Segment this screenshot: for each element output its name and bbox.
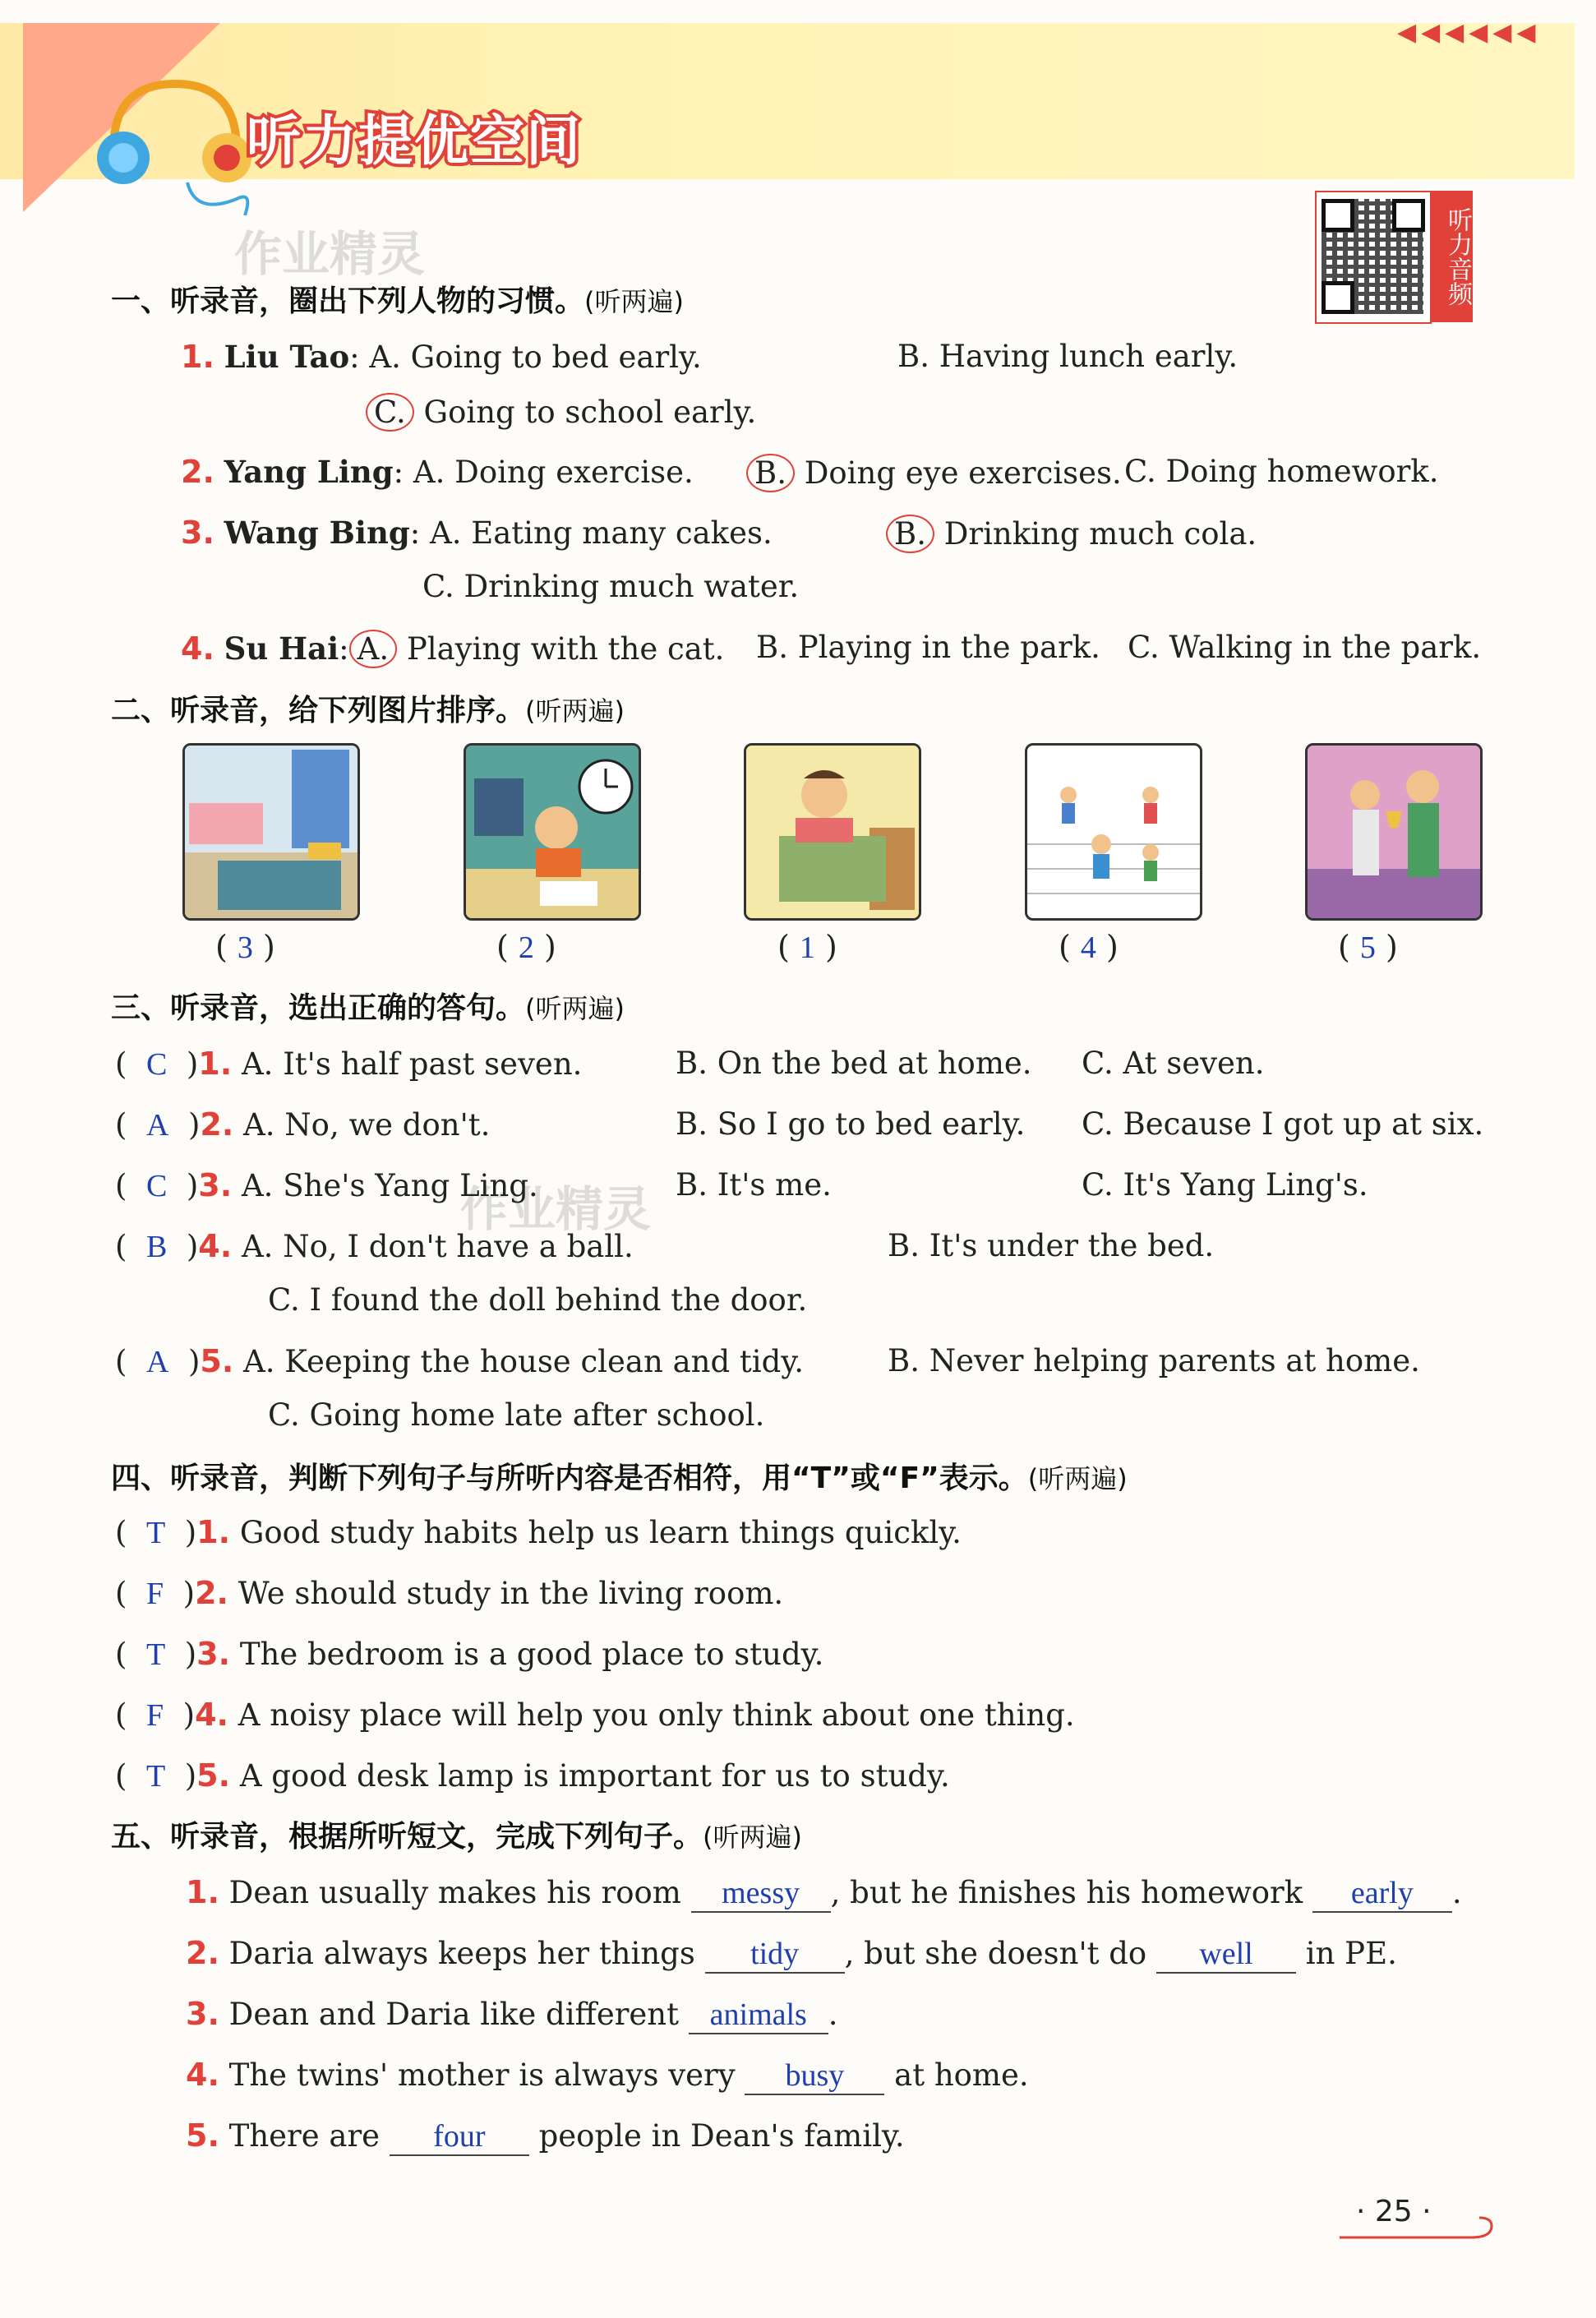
section-1-title: 一、听录音，圈出下列人物的习惯。(听两遍) xyxy=(111,284,684,318)
s1-item-4-c: C. Walking in the park. xyxy=(1128,630,1482,665)
picture-5-answer: ( 5 ) xyxy=(1338,929,1398,965)
children-running-race-picture xyxy=(1025,743,1202,921)
blank-answer[interactable]: tidy xyxy=(705,1936,845,1974)
picture-4-answer: ( 4 ) xyxy=(1059,929,1119,965)
s3-item-5-c: C. Going home late after school. xyxy=(268,1397,765,1433)
s3-item-3-b: B. It's me. xyxy=(676,1167,832,1203)
s5-item-2: 2. Daria always keeps her things tidy , but she doesn't do well in PE. xyxy=(186,1935,1397,1974)
s4-item-2: ( F )2. We should study in the living room. xyxy=(115,1575,784,1611)
page-underline-icon xyxy=(1340,2211,1504,2244)
s3-item-4: ( B )4. A. No, I don't have a ball. xyxy=(115,1228,634,1264)
s3-item-2-c: C. Because I got up at six. xyxy=(1082,1106,1484,1142)
blank-answer[interactable]: four xyxy=(390,2118,529,2156)
blank-answer[interactable]: well xyxy=(1156,1936,1296,1974)
s4-item-5: ( T )5. A good desk lamp is important for us to study. xyxy=(115,1757,950,1794)
s3-item-2: ( A )2. A. No, we don't. xyxy=(115,1106,491,1143)
headphones-icon xyxy=(97,76,253,224)
messy-bedroom-picture xyxy=(182,743,360,921)
s5-item-5: 5. There are four people in Dean's family. xyxy=(186,2117,905,2156)
s5-item-3: 3. Dean and Daria like different animals . xyxy=(186,1996,838,2034)
section-5-title: 五、听录音，根据所听短文，完成下列句子。(听两遍) xyxy=(111,1820,802,1854)
picture-2-answer: ( 2 ) xyxy=(496,929,556,965)
s3-item-5: ( A )5. A. Keeping the house clean and tidy. xyxy=(115,1343,805,1379)
qr-label: 听力音频 xyxy=(1432,191,1473,322)
s5-item-4: 4. The twins' mother is always very busy at home. xyxy=(186,2057,1029,2095)
s1-item-2-b: B. Doing eye exercises. xyxy=(746,454,1122,492)
watermark: 作业精灵 xyxy=(460,1181,652,1237)
s3-item-4-c: C. I found the doll behind the door. xyxy=(268,1282,808,1318)
s1-item-4: 4. Su Hai: A. Playing with the cat. xyxy=(181,630,725,667)
arrow-decoration-icon: ◀◀◀◀◀◀ xyxy=(1397,18,1541,47)
s1-item-2: 2. Yang Ling: A. Doing exercise. xyxy=(181,454,694,490)
boy-on-bed-picture xyxy=(744,743,921,921)
s1-item-4-b: B. Playing in the park. xyxy=(756,630,1100,665)
section-4-title: 四、听录音，判断下列句子与所听内容是否相符，用“T”或“F”表示。(听两遍) xyxy=(111,1461,1128,1495)
s3-item-3: ( C )3. A. She's Yang Ling. xyxy=(115,1167,538,1203)
watermark: 作业精灵 xyxy=(234,226,426,282)
boy-studying-clock-picture xyxy=(464,743,641,921)
s3-item-2-b: B. So I go to bed early. xyxy=(676,1106,1026,1142)
award-ceremony-picture xyxy=(1305,743,1483,921)
s1-item-1: 1. Liu Tao: A. Going to bed early. xyxy=(181,339,702,375)
s1-item-3-c: C. Drinking much water. xyxy=(422,569,800,604)
s3-item-1-b: B. On the bed at home. xyxy=(676,1046,1032,1081)
s1-item-1-c: C. Going to school early. xyxy=(366,393,756,432)
s1-item-3: 3. Wang Bing: A. Eating many cakes. xyxy=(181,515,773,551)
s1-item-1-b: B. Having lunch early. xyxy=(897,339,1239,374)
page-number: · 25 · xyxy=(1356,2195,1432,2228)
picture-1-answer: ( 3 ) xyxy=(215,929,275,965)
s1-item-2-c: C. Doing homework. xyxy=(1124,454,1439,489)
qr-code[interactable] xyxy=(1315,191,1432,324)
blank-answer[interactable]: animals xyxy=(689,1997,828,2034)
s1-item-3-b: B. Drinking much cola. xyxy=(886,515,1257,553)
s3-item-1: ( C )1. A. It's half past seven. xyxy=(115,1046,583,1082)
blank-answer[interactable]: messy xyxy=(691,1875,831,1913)
s3-item-3-c: C. It's Yang Ling's. xyxy=(1082,1167,1368,1203)
blank-answer[interactable]: early xyxy=(1312,1875,1452,1913)
s3-item-5-b: B. Never helping parents at home. xyxy=(888,1343,1420,1378)
page-title: 听力提优空间 xyxy=(247,109,582,173)
picture-3-answer: ( 1 ) xyxy=(777,929,837,965)
s4-item-3: ( T )3. The bedroom is a good place to study. xyxy=(115,1636,824,1672)
section-3-title: 三、听录音，选出正确的答句。(听两遍) xyxy=(111,991,625,1025)
blank-answer[interactable]: busy xyxy=(745,2057,884,2095)
s4-item-1: ( T )1. Good study habits help us learn things quickly. xyxy=(115,1514,962,1550)
section-2-title: 二、听录音，给下列图片排序。(听两遍) xyxy=(111,694,625,727)
s3-item-1-c: C. At seven. xyxy=(1082,1046,1265,1081)
s3-item-4-b: B. It's under the bed. xyxy=(888,1228,1215,1263)
s5-item-1: 1. Dean usually makes his room messy , but he finishes his homework early . xyxy=(186,1874,1462,1913)
s4-item-4: ( F )4. A noisy place will help you only think about one thing. xyxy=(115,1697,1075,1733)
